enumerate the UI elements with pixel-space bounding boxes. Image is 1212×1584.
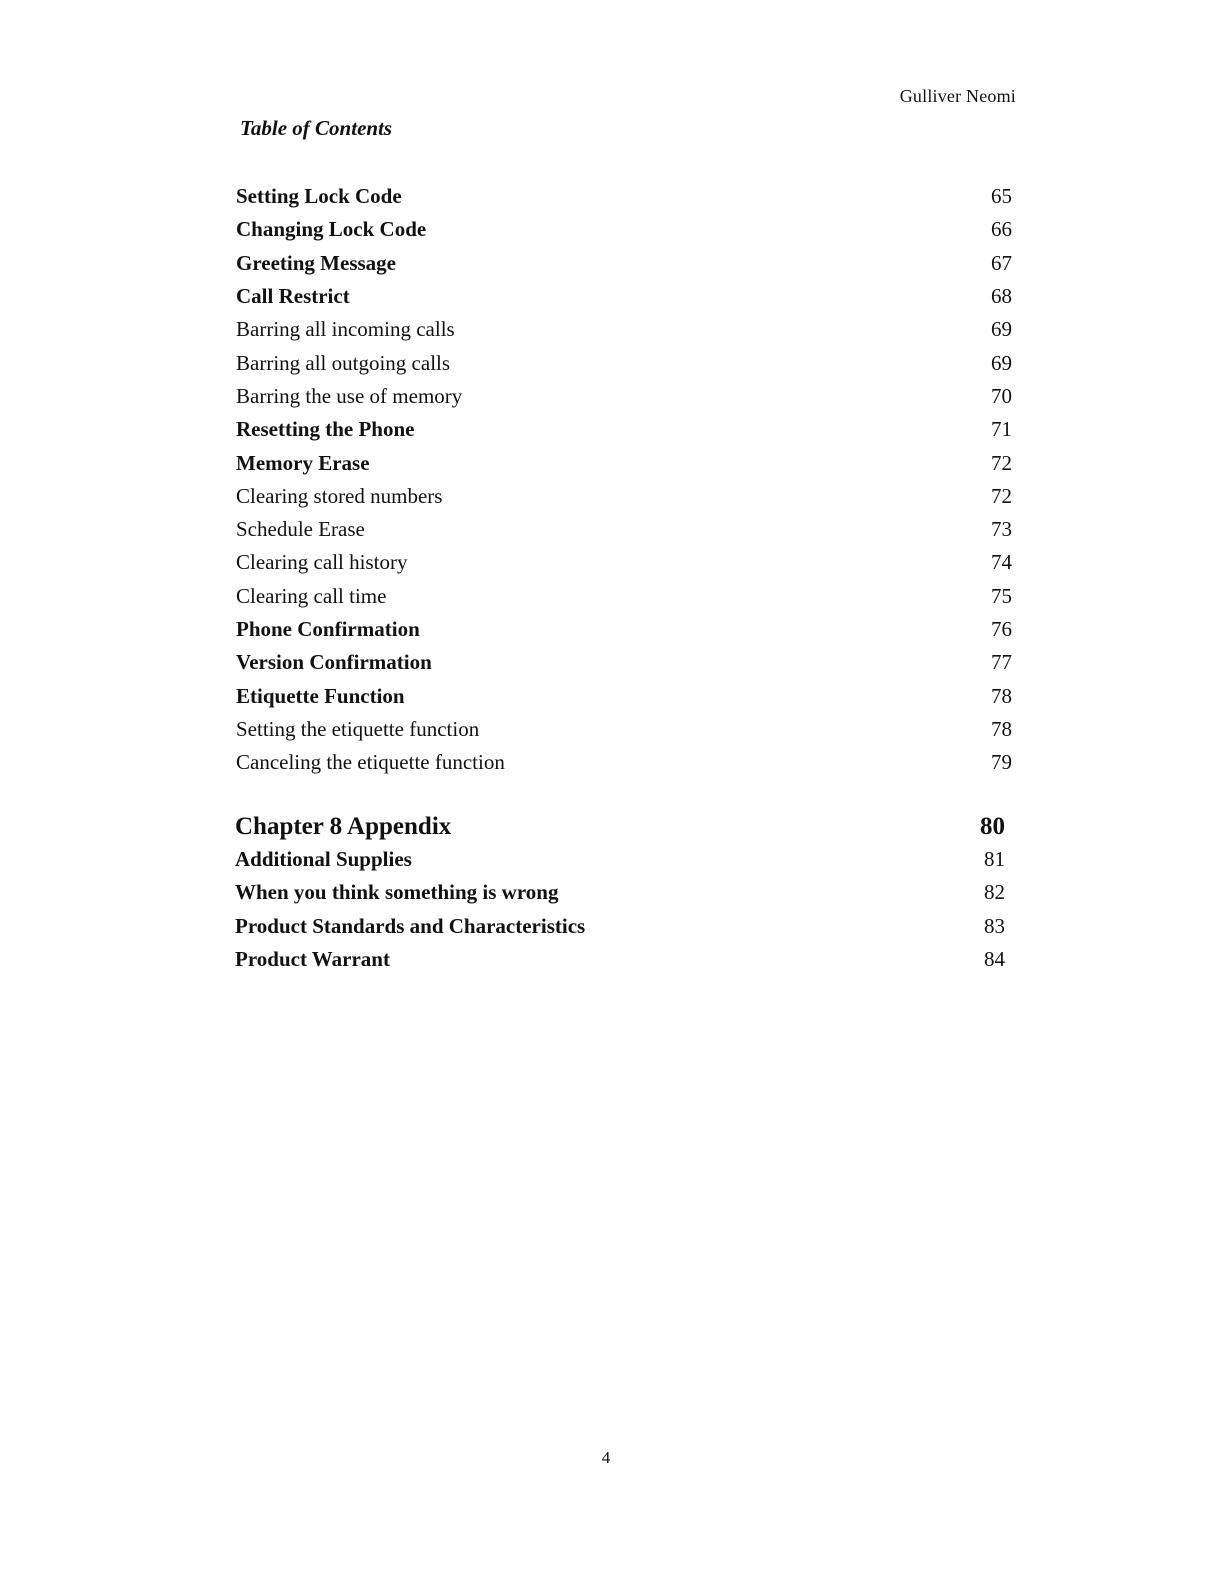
toc-entry bbox=[236, 646, 1012, 679]
toc-entry bbox=[236, 213, 1012, 246]
toc-entry bbox=[236, 679, 1012, 712]
chapter-entry bbox=[235, 876, 1005, 909]
toc-entry bbox=[236, 746, 1012, 779]
chapter-title: Chapter 8 Appendix bbox=[235, 813, 452, 840]
chapter-entry-page: 81 bbox=[984, 847, 1005, 872]
toc-entry-page: 78 bbox=[991, 683, 1012, 708]
chapter-entry-title: Additional Supplies bbox=[235, 847, 412, 872]
toc-entry-title: Phone Confirmation bbox=[236, 617, 420, 641]
toc-entry-title: Schedule Erase bbox=[236, 517, 365, 542]
chapter-heading-row bbox=[235, 810, 1005, 844]
toc-entry bbox=[236, 280, 1012, 313]
toc-entry-page: 73 bbox=[991, 517, 1012, 542]
chapter-entry-list bbox=[235, 843, 1005, 976]
toc-entry-page: 72 bbox=[991, 450, 1012, 475]
toc-entry bbox=[236, 513, 1012, 546]
toc-entry-title: Barring all incoming calls bbox=[236, 317, 455, 342]
toc-entry bbox=[236, 446, 1012, 479]
chapter-entry bbox=[235, 910, 1005, 943]
toc-entry-page: 72 bbox=[991, 483, 1012, 508]
toc-entry-page: 66 bbox=[991, 217, 1012, 242]
chapter-page-number: 80 bbox=[980, 813, 1005, 840]
toc-entry-page: 79 bbox=[991, 750, 1012, 775]
toc-heading: Table of Contents bbox=[240, 116, 393, 140]
chapter-entry-title: When you think something is wrong bbox=[235, 880, 559, 905]
toc-entry-title: Etiquette Function bbox=[236, 683, 405, 708]
chapter-entry-page: 82 bbox=[984, 880, 1005, 905]
toc-entry-title: Changing Lock Code bbox=[236, 217, 427, 242]
toc-entry-page: 65 bbox=[991, 184, 1012, 209]
running-header-author: Gulliver Neomi bbox=[899, 86, 1016, 106]
toc-entry-page: 78 bbox=[991, 716, 1012, 741]
toc-entry-page: 69 bbox=[991, 350, 1012, 375]
toc-entry bbox=[236, 313, 1012, 346]
toc-entry bbox=[236, 713, 1012, 746]
toc-entry-title: Clearing call history bbox=[236, 550, 408, 575]
toc-entry-title: Clearing call time bbox=[236, 583, 387, 608]
toc-entry bbox=[236, 413, 1012, 446]
chapter-entry-title: Product Warrant bbox=[235, 947, 390, 972]
toc-entry bbox=[236, 180, 1012, 213]
toc-entry-page: 77 bbox=[991, 650, 1012, 675]
toc-entry bbox=[236, 580, 1012, 613]
toc-list bbox=[236, 180, 1012, 779]
toc-entry-title: Barring all outgoing calls bbox=[236, 350, 451, 375]
toc-entry-title: Barring the use of memory bbox=[236, 383, 463, 408]
chapter-entry bbox=[235, 843, 1005, 876]
chapter-entry-page: 83 bbox=[984, 913, 1005, 938]
toc-entry bbox=[236, 247, 1012, 280]
toc-entry-page: 76 bbox=[991, 617, 1012, 641]
toc-entry-title: Setting Lock Code bbox=[236, 184, 402, 209]
toc-entry-page: 71 bbox=[991, 417, 1012, 442]
toc-entry-title: Setting the etiquette function bbox=[236, 716, 480, 741]
toc-entry-title: Call Restrict bbox=[236, 284, 350, 309]
toc-entry-page: 69 bbox=[991, 317, 1012, 342]
toc-entry bbox=[236, 613, 1012, 646]
chapter-entry-title: Product Standards and Characteristics bbox=[235, 913, 586, 938]
toc-entry-page: 70 bbox=[991, 383, 1012, 408]
toc-entry bbox=[236, 480, 1012, 513]
toc-entry-title: Resetting the Phone bbox=[236, 417, 415, 442]
toc-entry-title: Canceling the etiquette function bbox=[236, 750, 505, 775]
toc-entry-title: Greeting Message bbox=[236, 250, 396, 275]
chapter-entry bbox=[235, 943, 1005, 976]
toc-entry-page: 68 bbox=[991, 284, 1012, 309]
toc-entry-title: Clearing stored numbers bbox=[236, 483, 443, 508]
toc-entry bbox=[236, 546, 1012, 579]
toc-entry-page: 67 bbox=[991, 250, 1012, 275]
toc-entry-title: Memory Erase bbox=[236, 450, 370, 475]
toc-entry bbox=[236, 380, 1012, 413]
page-number: 4 bbox=[601, 1448, 611, 1467]
chapter-entry-page: 84 bbox=[984, 947, 1005, 972]
toc-entry-page: 75 bbox=[991, 583, 1012, 608]
toc-entry-page: 74 bbox=[991, 550, 1012, 575]
toc-entry bbox=[236, 346, 1012, 379]
toc-entry-title: Version Confirmation bbox=[236, 650, 432, 675]
